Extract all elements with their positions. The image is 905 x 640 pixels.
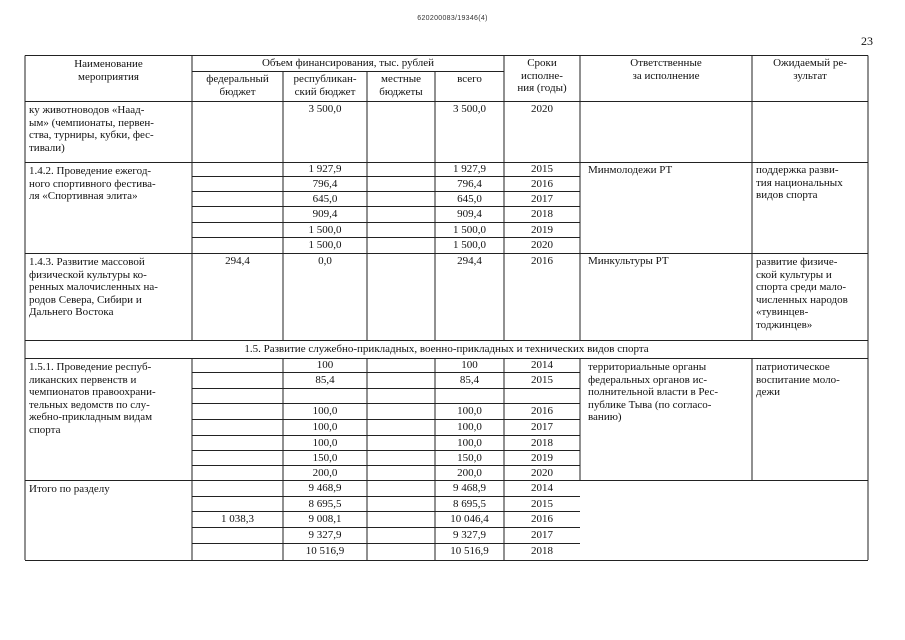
block4-total-2017: 100,0	[457, 421, 482, 433]
block2-total-2016: 796,4	[457, 178, 482, 190]
block4-year-2016: 2016	[531, 405, 553, 417]
block5-republic-2016: 9 008,1	[308, 513, 342, 525]
block3-result: развитие физиче- ской культуры и спорта среди мало- численных народов «тувинцев- тоджинцев»	[756, 256, 848, 331]
block3-responsible: Минкультуры РТ	[588, 255, 669, 267]
block2-year-2018: 2018	[531, 208, 553, 220]
block5-republic-2017: 9 327,9	[308, 529, 342, 541]
block5-year-2015: 2015	[531, 498, 553, 510]
header-funding: Объем финансирования, тыс. рублей	[261, 57, 435, 69]
header-local: местные бюджеты	[379, 73, 423, 98]
block5-total-2018: 10 516,9	[450, 545, 489, 557]
block2-republic-2017: 645,0	[312, 193, 338, 205]
block4-republic-2018: 100,0	[312, 437, 338, 449]
block2-total-2018: 909,4	[457, 208, 482, 220]
header-name: Наименование мероприятия	[74, 58, 143, 83]
block2-republic-2019: 1 500,0	[308, 224, 342, 236]
block2-result: поддержка разви- тия национальных видов спорта	[756, 164, 843, 201]
block5-republic-2015: 8 695,5	[308, 498, 342, 510]
block2-total-2019: 1 500,0	[453, 224, 486, 236]
block2-year-2017: 2017	[531, 193, 553, 205]
block2-year-2016: 2016	[531, 178, 553, 190]
block5-year-2016: 2016	[531, 513, 553, 525]
block2-republic-2016: 796,4	[312, 178, 338, 190]
block2-responsible: Минмолодежи РТ	[588, 164, 673, 176]
page-number: 23	[861, 34, 873, 48]
block5-year-2014: 2014	[531, 482, 553, 494]
block3-republic: 0,0	[318, 255, 332, 267]
block4-year-2017: 2017	[531, 421, 553, 433]
block2-republic-2020: 1 500,0	[308, 239, 342, 251]
block1-year: 2020	[531, 103, 553, 115]
block5-year-2017: 2017	[531, 529, 553, 541]
block2-year-2020: 2020	[531, 239, 553, 251]
header-years: Сроки исполне- ния (годы)	[517, 57, 567, 94]
block2-total-2015: 1 927,9	[453, 163, 486, 175]
block5-republic-2014: 9 468,9	[308, 482, 342, 494]
block2-total-2020: 1 500,0	[453, 239, 486, 251]
block5-total-2016: 10 046,4	[450, 513, 489, 525]
block4-republic-2014: 100	[316, 359, 334, 371]
block4-name: 1.5.1. Проведение респуб- ликанских первенств и чемпионатов правоохрани- тельных ведомств по слу- жебно-прикладным видам спорта	[29, 361, 156, 436]
header-total: всего	[457, 73, 482, 85]
block4-year-2015: 2015	[531, 374, 553, 386]
block4-total-2019: 150,0	[457, 452, 482, 464]
block4-responsible: территориальные органы федеральных органов ис- полнительной власти в Рес- публике Тыва (по согласо- ванию)	[588, 361, 719, 423]
block4-year-2019: 2019	[531, 452, 553, 464]
block4-republic-2019: 150,0	[312, 452, 338, 464]
block2-republic-2015: 1 927,9	[308, 163, 342, 175]
block5-federal-2016: 1 038,3	[221, 513, 254, 525]
header-responsible: Ответственные за исполнение	[630, 57, 702, 82]
header-result: Ожидаемый ре- зультат	[773, 57, 847, 82]
block5-republic-2018: 10 516,9	[305, 545, 345, 557]
block3-name: 1.4.3. Развитие массовой физической культуры ко- ренных малочисленных на- родов Севера, Сибири и Дальнего Востока	[29, 256, 158, 318]
block5-year-2018: 2018	[531, 545, 553, 557]
block4-republic-2020: 200,0	[312, 467, 338, 479]
block2-name: 1.4.2. Проведение ежегод- ного спортивного фестива- ля «Спортивная элита»	[29, 165, 156, 202]
block5-total-2015: 8 695,5	[453, 498, 486, 510]
block4-total-2018: 100,0	[457, 437, 482, 449]
block1-name: ку животноводов «Наад- ым» (чемпионаты, первен- ства, турниры, кубки, фес- тивали)	[29, 104, 154, 154]
block3-total: 294,4	[457, 255, 482, 267]
block5-total-2014: 9 468,9	[453, 482, 486, 494]
block4-total-2016: 100,0	[457, 405, 482, 417]
block2-republic-2018: 909,4	[312, 208, 338, 220]
block3-year: 2016	[531, 255, 553, 267]
block5-total-2017: 9 327,9	[453, 529, 486, 541]
block4-republic-2016: 100,0	[312, 405, 338, 417]
block5-name: Итого по разделу	[29, 483, 110, 495]
block3-federal: 294,4	[225, 255, 250, 267]
block2-total-2017: 645,0	[457, 193, 482, 205]
block4-total-2014: 100	[461, 359, 478, 371]
block4-total-2015: 85,4	[459, 374, 480, 386]
block4-total-2020: 200,0	[457, 467, 482, 479]
section-title: 1.5. Развитие служебно-прикладных, военно-прикладных и технических видов спорта	[244, 343, 649, 355]
block1-republic: 3 500,0	[308, 103, 342, 115]
block4-republic-2015: 85,4	[315, 374, 335, 386]
block4-year-2014: 2014	[531, 359, 553, 371]
document-id: 620200083/19346(4)	[417, 15, 488, 22]
block4-republic-2017: 100,0	[312, 421, 338, 433]
block1-total: 3 500,0	[453, 103, 486, 115]
header-republic: республикан- ский бюджет	[293, 73, 357, 98]
block4-year-2018: 2018	[531, 437, 553, 449]
block4-result: патриотическое воспитание моло- дежи	[756, 361, 840, 398]
block2-year-2015: 2015	[531, 163, 553, 175]
block2-year-2019: 2019	[531, 224, 553, 236]
header-federal: федеральный бюджет	[206, 73, 269, 98]
block4-year-2020: 2020	[531, 467, 553, 479]
